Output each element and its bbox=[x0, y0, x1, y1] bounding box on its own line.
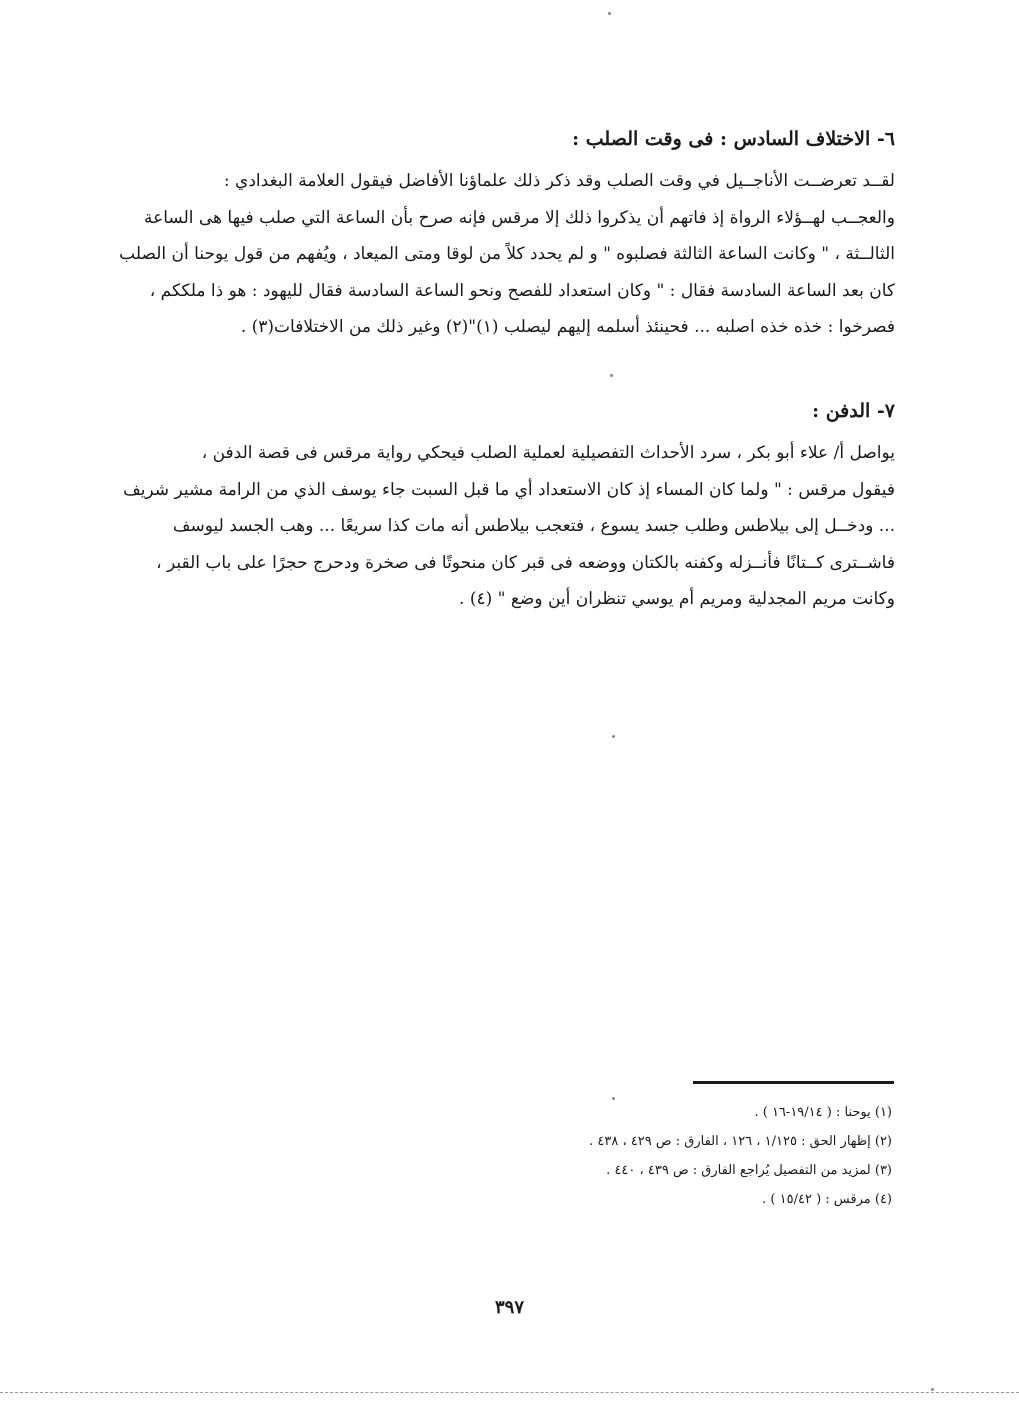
section-6-heading: ٦- الاختلاف السادس : فى وقت الصلب : bbox=[572, 128, 895, 150]
paragraph-line: فصرخوا : خذه خذه اصلبه ... فحينئذ أسلمه إليهم ليصلب (١)"(٢) وغير ذلك من الاختلافات(٣) . bbox=[240, 317, 895, 337]
paragraph-line: الثالــثة ، " وكانت الساعة الثالثة فصلبوه " و لم يحدد كلاً من لوقا ومتى الميعاد ، ويُفهم من قول يوحنا أن الصلب bbox=[119, 244, 895, 264]
paragraph-line: لقــد تعرضــت الأناجــيل في وقت الصلب وقد ذكر ذلك علماؤنا الأفاضل فيقول العلامة البغدادي : bbox=[223, 171, 895, 191]
scan-edge-line bbox=[0, 1392, 1019, 1393]
scan-speck bbox=[612, 1097, 615, 1100]
paragraph-line: فاشــترى كــتانًا فأنــزله وكفنه بالكتان ووضعه فى قبر كان منحوتًا فى صخرة ودحرج حجرًا على باب القبر ، bbox=[156, 552, 895, 573]
footnote-4: (٤) مرقس : ( ١٥/٤٢ ) . bbox=[762, 1192, 892, 1207]
scan-speck bbox=[612, 735, 615, 738]
scan-speck bbox=[608, 12, 611, 15]
footnote-1: (١) يوحنا : ( ١٩/١٤-١٦ ) . bbox=[754, 1105, 892, 1120]
footnotes bbox=[300, 1098, 892, 1214]
section-6-paragraph bbox=[100, 163, 895, 346]
paragraph-line: وكانت مريم المجدلية ومريم أم يوسي تنظران أين وضع " (٤) . bbox=[459, 589, 895, 609]
footnote-3: (٣) لمزيد من التفصيل يُراجع الفارق : ص ٤٣٩ ، ٤٤٠ . bbox=[606, 1163, 892, 1178]
scan-speck bbox=[931, 1388, 934, 1391]
footnote-2: (٢) إظهار الحق : ١/١٢٥ ، ١٢٦ ، الفارق : ص ٤٢٩ ، ٤٣٨ . bbox=[589, 1134, 892, 1149]
paragraph-line: يواصل أ/ علاء أبو بكر ، سرد الأحداث التفصيلية لعملية الصلب فيحكي رواية مرقس فى قصة الدفن ، bbox=[201, 443, 895, 463]
paragraph-line: والعجــب لهــؤلاء الرواة إذ فاتهم أن يذكروا ذلك إلا مرقس فإنه صرح بأن الساعة التي صلب فيها هى الساعة bbox=[143, 207, 895, 228]
section-7-paragraph bbox=[100, 435, 895, 618]
section-7-heading: ٧- الدفن : bbox=[812, 400, 895, 422]
paragraph-line: كان بعد الساعة السادسة فقال : " وكان استعداد للفصح ونحو الساعة السادسة فقال لليهود : هو ذا ملككم ، bbox=[149, 280, 895, 301]
paragraph-line: فيقول مرقس : " ولما كان المساء إذ كان الاستعداد أي ما قبل السبت جاء يوسف الذي من الرامة مشير شريف bbox=[123, 479, 895, 500]
paragraph-line: ... ودخــل إلى بيلاطس وطلب جسد يسوع ، فتعجب بيلاطس أنه مات كذا سريعًا ... وهب الجسد ليوسف bbox=[172, 516, 895, 536]
footnote-separator bbox=[693, 1081, 894, 1084]
page-number: ٣٩٧ bbox=[494, 1297, 524, 1318]
scan-speck bbox=[610, 374, 613, 377]
